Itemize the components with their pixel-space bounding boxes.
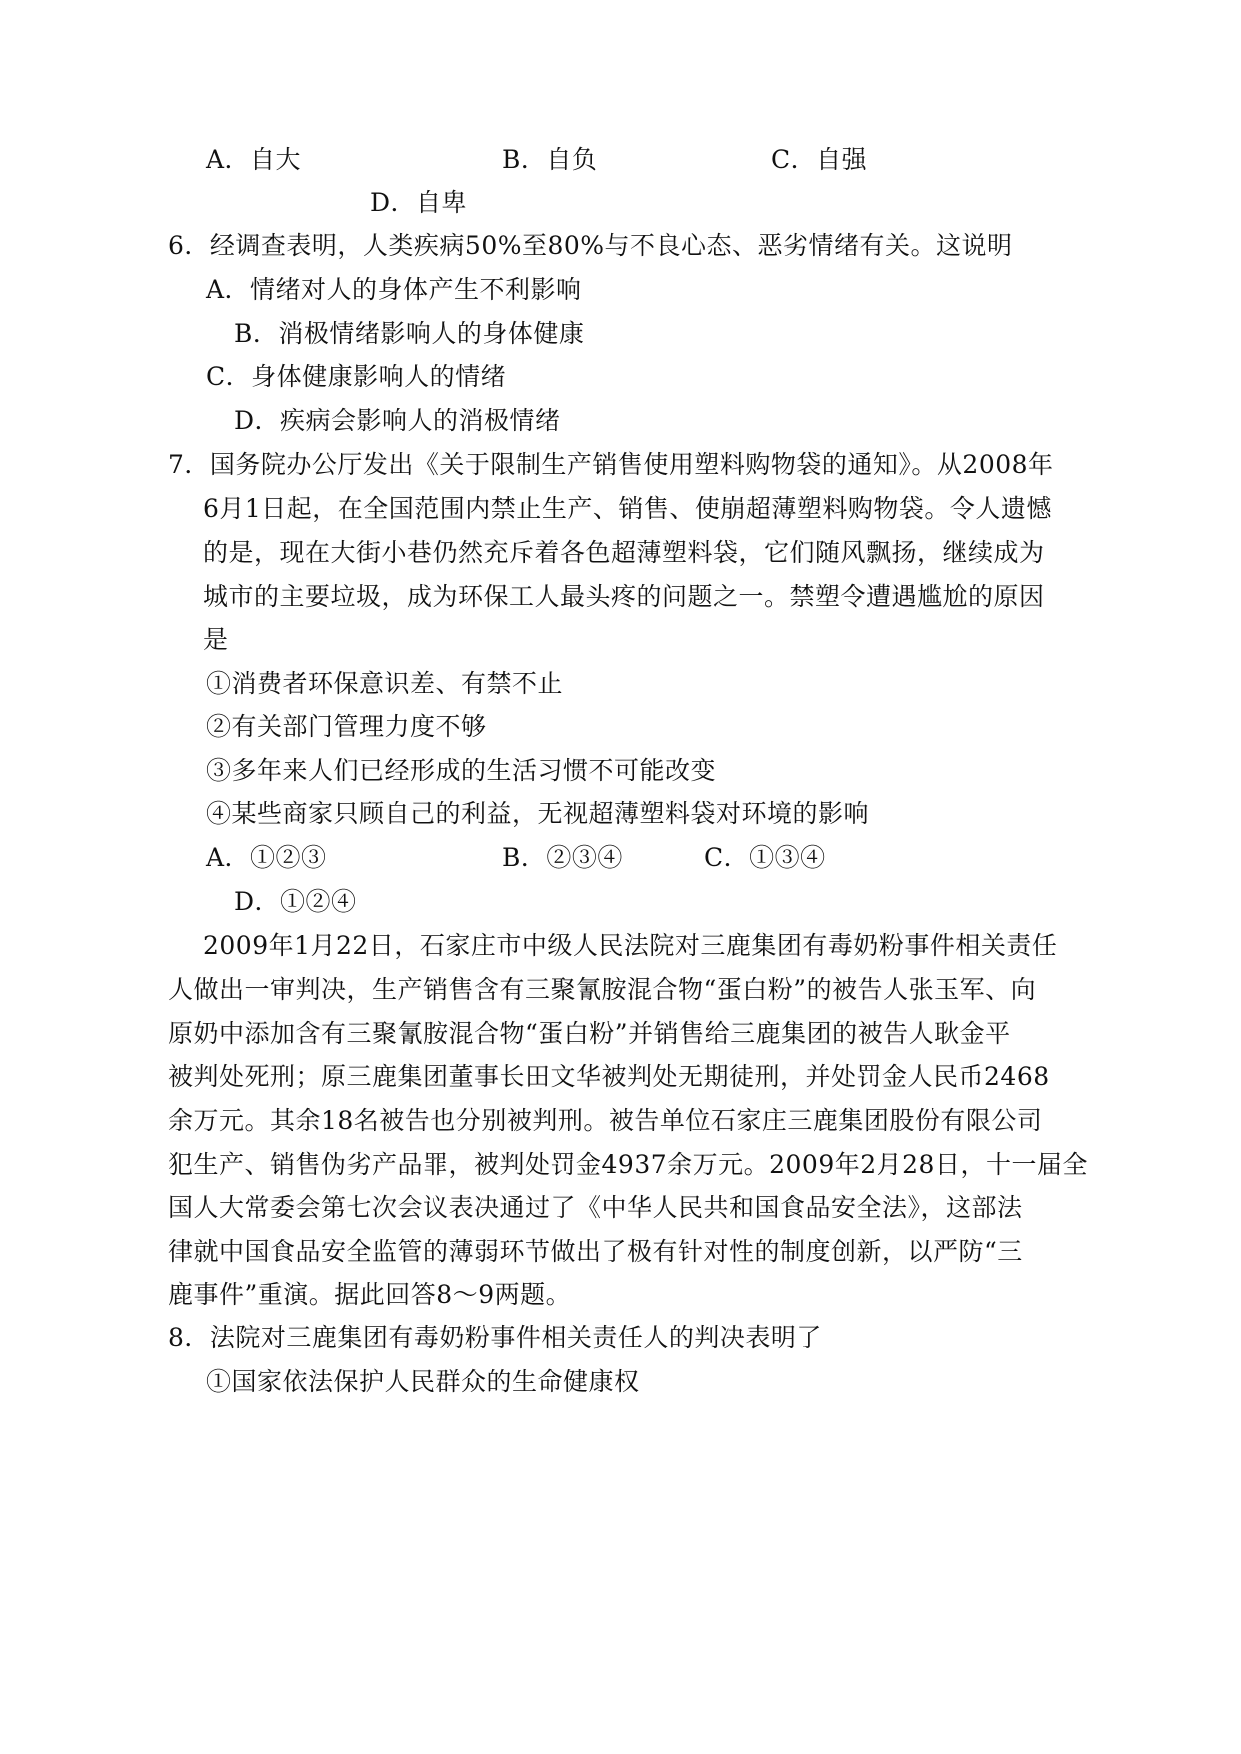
q6-option-c: C．身体健康影响人的情绪 (206, 362, 507, 391)
q5-option-c: C．自强 (771, 145, 868, 174)
q6-option-a: A．情绪对人的身体产生不利影响 (206, 275, 582, 304)
q7-option-d: D．①②④ (234, 887, 357, 916)
passage-line: 余万元。其余18名被告也分别被判刑。被告单位石家庄三鹿集团股份有限公司 (168, 1106, 1043, 1135)
passage-line: 鹿事件”重演。据此回答8～9两题。 (168, 1280, 572, 1309)
passage-line: 国人大常委会第七次会议表决通过了《中华人民共和国食品安全法》，这部法 (168, 1193, 1023, 1222)
q7-stem-line: 7．国务院办公厅发出《关于限制生产销售使用塑料购物袋的通知》。从2008年 (168, 450, 1054, 479)
q6-option-d: D．疾病会影响人的消极情绪 (234, 406, 561, 435)
passage-line: 人做出一审判决，生产销售含有三聚氰胺混合物“蛋白粉”的被告人张玉军、向 (168, 975, 1037, 1004)
q7-statement-3: ③多年来人们已经形成的生活习惯不可能改变 (206, 756, 717, 785)
q6-option-b: B．消极情绪影响人的身体健康 (234, 319, 585, 348)
q8-stem: 8．法院对三鹿集团有毒奶粉事件相关责任人的判决表明了 (168, 1323, 822, 1352)
q7-option-b: B．②③④ (502, 843, 623, 872)
q7-stem-line: 是 (203, 625, 229, 654)
passage-line: 2009年1月22日，石家庄市中级人民法院对三鹿集团有毒奶粉事件相关责任 (203, 931, 1058, 960)
q6-stem: 6．经调查表明，人类疾病50%至80%与不良心态、恶劣情绪有关。这说明 (168, 231, 1013, 260)
q7-statement-2: ②有关部门管理力度不够 (206, 712, 487, 741)
q8-statement-1: ①国家依法保护人民群众的生命健康权 (206, 1367, 640, 1396)
q5-option-a: A．自大 (206, 145, 302, 174)
q7-stem-line: 6月1日起，在全国范围内禁止生产、销售、使崩超薄塑料购物袋。令人遗憾 (203, 494, 1052, 523)
q7-option-c: C．①③④ (704, 843, 826, 872)
q5-option-b: B．自负 (502, 145, 598, 174)
q7-statement-4: ④某些商家只顾自己的利益，无视超薄塑料袋对环境的影响 (206, 799, 870, 828)
passage-line: 律就中国食品安全监管的薄弱环节做出了极有针对性的制度创新，以严防“三 (168, 1237, 1023, 1266)
passage-line: 被判处死刑；原三鹿集团董事长田文华被判处无期徒刑，并处罚金人民币2468 (168, 1062, 1050, 1091)
q7-stem-line: 城市的主要垃圾，成为环保工人最头疼的问题之一。禁塑令遭遇尴尬的原因 (203, 582, 1045, 611)
q7-option-a: A．①②③ (206, 843, 327, 872)
q7-statement-1: ①消费者环保意识差、有禁不止 (206, 669, 564, 698)
q7-stem-line: 的是，现在大街小巷仍然充斥着各色超薄塑料袋，它们随风飘扬，继续成为 (203, 538, 1045, 567)
passage-line: 犯生产、销售伪劣产品罪，被判处罚金4937余万元。2009年2月28日，十一届全 (168, 1150, 1088, 1179)
passage-line: 原奶中添加含有三聚氰胺混合物“蛋白粉”并销售给三鹿集团的被告人耿金平 (168, 1019, 1011, 1048)
q5-option-d: D．自卑 (370, 188, 468, 217)
